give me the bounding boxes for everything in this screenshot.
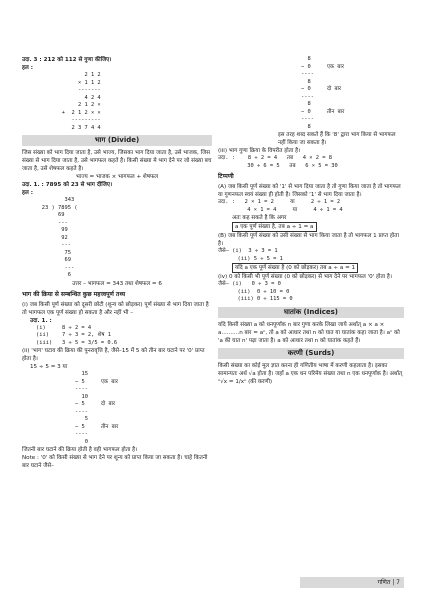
right-column [218, 56, 404, 386]
footer-separator: | [392, 579, 397, 586]
tip-b-row: (ii) 5 ÷ 5 = 1 [218, 255, 283, 262]
work-line: − 5 एक बार [62, 378, 118, 385]
tip-b: (B) जब किसी पूर्ण संख्या को उसी संख्या से भाग किया जाता है तो भागफल 1 प्राप्त होता है। [218, 233, 399, 247]
work-line: 8 [288, 56, 311, 62]
tip-a-row: उदा. : 2 × 1 = 2 या 2 ÷ 1 = 2 [218, 199, 341, 205]
work-line: --- [32, 242, 71, 248]
work-line: 2 1 2 [52, 72, 101, 78]
fact-4-row: (ii) 0 ÷ 10 = 0 [218, 288, 290, 295]
work-line: 2 3 7 4 4 [52, 124, 101, 131]
fact-row: (iii) 3 ÷ 5 = 3/5 = 0.6 [36, 339, 118, 346]
work-line: ---- [62, 431, 88, 437]
fact-2-example: 15 ÷ 5 = 3 या [30, 364, 68, 370]
fact-3-row: 30 ÷ 6 = 5 तब 6 × 5 = 30 [218, 162, 338, 169]
work-line: ---- [288, 71, 314, 77]
work-line: ---- [62, 408, 88, 415]
fact-4-row: जैसे– (i) 0 ÷ 3 = 0 [218, 281, 281, 287]
fact-3: (iii) भाग गुणा क्रिया के विपरीत होता है। [218, 148, 301, 154]
tip-b-box: यदि a एक पूर्ण संख्या है (0 को छोड़कर) तब a ÷ a = 1 [232, 263, 358, 273]
divide-paragraph: जिस संख्या को भाग दिया जाता है, उसे भाज्य, जिसका भाग दिया जाता है, उसे भाजक, जिस संख्या से भाग दिया जाता है, उसे भागफल कहते है। किसी संख्या मे भाग देने पर जो संख्या बच जाता है, उसे शेषफल कहते है। [22, 150, 212, 172]
fact-4-row: (iii) 0 ÷ 115 = 0 [218, 296, 293, 302]
surds-heading: करणी (Surds) [218, 348, 404, 359]
fact-row: (i) 8 ÷ 2 = 4 [36, 324, 92, 331]
divide-formula: भाज्य = भाजक × भागफल + शेषफल [75, 174, 159, 180]
work-line: 5 [62, 416, 88, 422]
tip-a-box: a एक पूर्ण संख्या है, तब a ÷ 1 = a [232, 222, 317, 232]
fact-3-row: उदा. : 8 ÷ 2 = 4 तब 4 × 2 = 8 [218, 155, 332, 161]
work-line: --- [32, 264, 75, 271]
work-line: × 1 1 2 [52, 79, 101, 86]
work-line: ---- [288, 93, 314, 100]
tippani-heading: टिप्पणी [218, 173, 234, 180]
work-line: 69 [32, 212, 65, 218]
work-line: 15 [62, 371, 88, 377]
work-line: 8 [288, 123, 311, 130]
example-1-answer: उत्तर – भागफल = 343 तथा शेषफल = 6 [72, 280, 162, 287]
work-line: 75 [32, 249, 71, 256]
fact-2-work [62, 371, 212, 446]
work-line: --------- [52, 117, 101, 123]
footer-page-number: 7 [396, 579, 400, 586]
indices-paragraph: यदि किसी संख्या a को धनपूर्णांक n बार गुणा करके लिखा जाये अर्थात् a × a × a..........n बार = aⁿ, तो a को आधार तथा n को घात या घातांक कहा जाता है। aⁿ को 'a की घात n' पढ़ा जाता है। a को आधार तथा n को घातांक कहते हैं। [218, 321, 400, 344]
note: Note : '0' को किसी संख्या से भाग देने पर शून्य को प्राप्त किया जा सकता है। चाहे कितनी बार घटाने जैसे– [22, 455, 208, 469]
work-line: 0 [62, 438, 88, 445]
work-line: − 5 तीन बार [62, 423, 119, 430]
work-line: ---- [288, 116, 314, 122]
example-3-title: उदा. 3 : 212 को 112 से गुणा कीजिए। [22, 57, 112, 63]
work-line: 8 [288, 78, 311, 85]
work-line: 23 ) 7895 ( [32, 204, 78, 211]
work-line: 99 [32, 227, 68, 233]
top-paragraph: इस तरह शब्द सकते हैं कि '8' द्वारा भाग किया से भागफल नहीं किया जा सकता है। [278, 132, 396, 146]
page-footer [300, 577, 404, 588]
work-line: 92 [32, 234, 68, 241]
fact-2: (ii) 'भाग' घटाव की क्रिया की पुनरावृत्ति है, जैसे–15 में 5 को तीन बार घटाने पर '0' प्राप्त होता है। [22, 348, 205, 362]
work-line: 6 [32, 272, 71, 278]
fact-row: (ii) 7 ÷ 3 = 2, शेष 1 [36, 332, 111, 338]
work-line: 343 [32, 197, 75, 203]
work-line: − 5 दो बार [62, 401, 116, 407]
surds-paragraph: किसी संख्या का कोई मूल ज्ञात करना ही गणितीय भाषा में करणी कहलाता है। इसका सामान्यतः अर्थ √a होता है। जहाँ a एक धन परिमेय संख्या तथा n एक धनपूर्णांक है। अर्थात् ⁿ√x = 1/xⁿ (की करणी) [218, 362, 403, 385]
fact-4: (iv) 0 को किसी भी पूर्ण संख्या (0 को छोड़कर) से भाग देने पर भागफल '0' होता है। [218, 274, 392, 280]
tip-a-row: 4 × 1 = 4 या 4 ÷ 1 = 4 [218, 206, 343, 213]
tip-a: (A) जब किसी पूर्ण संख्या को '1' से भाग दिया जाता है तो गुणा किया जाता है तो भागफल या गुणनफल स्वयं संख्या ही होती है। जिसको '1' से भाग दिया जाता है। [218, 184, 401, 198]
work-line: 2 1 2 × [52, 102, 101, 108]
fact-1: (i) जब किसी पूर्ण संख्या को दूसरी छोटी (शून्य को छोड़कर) पूर्ण संख्या से भाग दिया जाता है तो भागफल एक पूर्ण संख्या हो सकता है और नहीं भी – [22, 301, 209, 316]
example-3-work [52, 72, 212, 132]
footer-subject: गणित [377, 579, 391, 586]
tip-b-row: जैसे– (i) 3 ÷ 3 = 1 [218, 248, 278, 254]
facts-heading: भाग की क्रिया से सम्बन्धित कुछ महत्त्वपूर्ण तथ्य [22, 290, 126, 298]
work-line: --- [32, 219, 68, 226]
work-line: − 0 तीन बार [288, 108, 345, 115]
divide-heading: भाग (Divide) [22, 135, 212, 146]
fact-1-rows [36, 325, 212, 348]
example-1-work [32, 197, 212, 280]
top-work [288, 56, 404, 131]
work-line: 4 2 4 [52, 94, 101, 101]
left-column [22, 56, 212, 470]
indices-heading: घातांक (Indices) [218, 307, 404, 318]
work-line: ------- [52, 87, 101, 93]
fact-2-paragraph: जितनी बार घटाने की क्रिया होती है वही भागफल होता है। [22, 447, 138, 453]
example-1-title: उदा. 1. : 7895 को 23 से भाग दीजिए। [22, 182, 113, 188]
example-1-solution-label: हल : [22, 190, 33, 196]
work-line: ---- [62, 386, 88, 392]
work-line: 69 [32, 257, 71, 263]
work-line: + 2 1 2 × × [52, 109, 101, 116]
example-3-solution-label: हल : [22, 65, 33, 71]
fact-1-example-label: उदा. 1. : [30, 317, 52, 324]
work-line: 10 [62, 393, 88, 400]
work-line: − 0 एक बार [288, 63, 344, 70]
work-line: 8 [288, 101, 311, 107]
tip-a-conclusion: अतः कह सकते है कि अगर [232, 215, 287, 221]
work-line: − 0 दो बार [288, 86, 342, 92]
